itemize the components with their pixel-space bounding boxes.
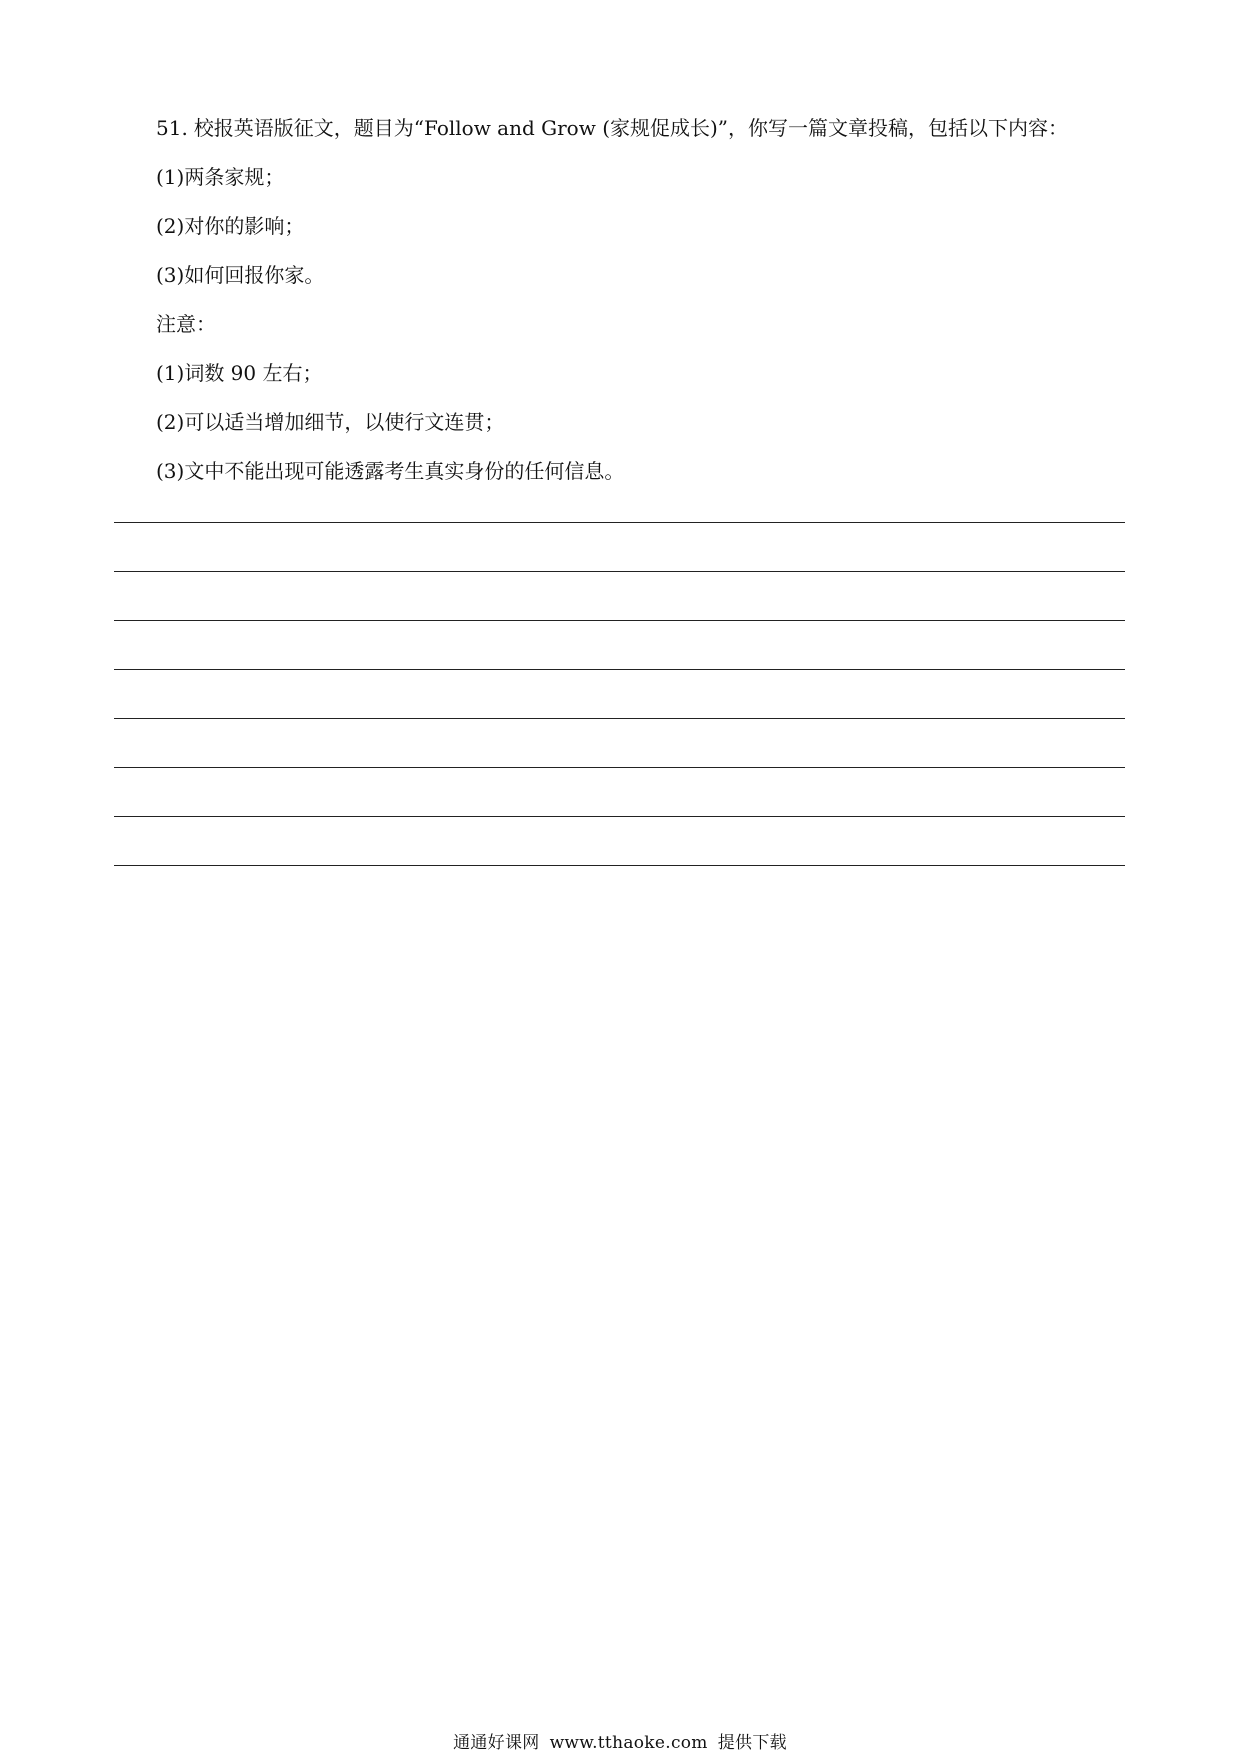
question-stem: [156, 104, 1116, 153]
answer-line: [114, 571, 1125, 572]
answer-line: [114, 669, 1125, 670]
notes-heading: 注意：: [156, 312, 216, 336]
answer-line: [114, 718, 1125, 719]
footer-site-name: 通通好课网: [453, 1733, 540, 1753]
answer-line: [114, 620, 1125, 621]
answer-line: [114, 865, 1125, 866]
answer-line: [114, 767, 1125, 768]
question-number: 51.: [156, 116, 188, 140]
question-text: 校报英语版征文，题目为“Follow and Grow (家规促成长)”，你写一篇文章投稿，包括以下内容：: [193, 116, 1069, 140]
content-point-2: (2)对你的影响；: [156, 214, 305, 238]
footer-suffix: 提供下载: [717, 1733, 787, 1753]
note-item-2: (2)可以适当增加细节，以使行文连贯；: [156, 410, 505, 434]
content-point-3: (3)如何回报你家。: [156, 263, 325, 287]
note-item-3: (3)文中不能出现可能透露考生真实身份的任何信息。: [156, 459, 625, 483]
content-point-1: (1)两条家规；: [156, 165, 285, 189]
page-footer: [0, 1733, 1240, 1753]
answer-writing-lines: [114, 522, 1125, 866]
answer-line: [114, 816, 1125, 817]
writing-prompt: [156, 104, 1116, 496]
footer-url: www.tthaoke.com: [549, 1733, 708, 1753]
note-item-1: (1)词数 90 左右；: [156, 361, 323, 385]
answer-line: [114, 522, 1125, 523]
